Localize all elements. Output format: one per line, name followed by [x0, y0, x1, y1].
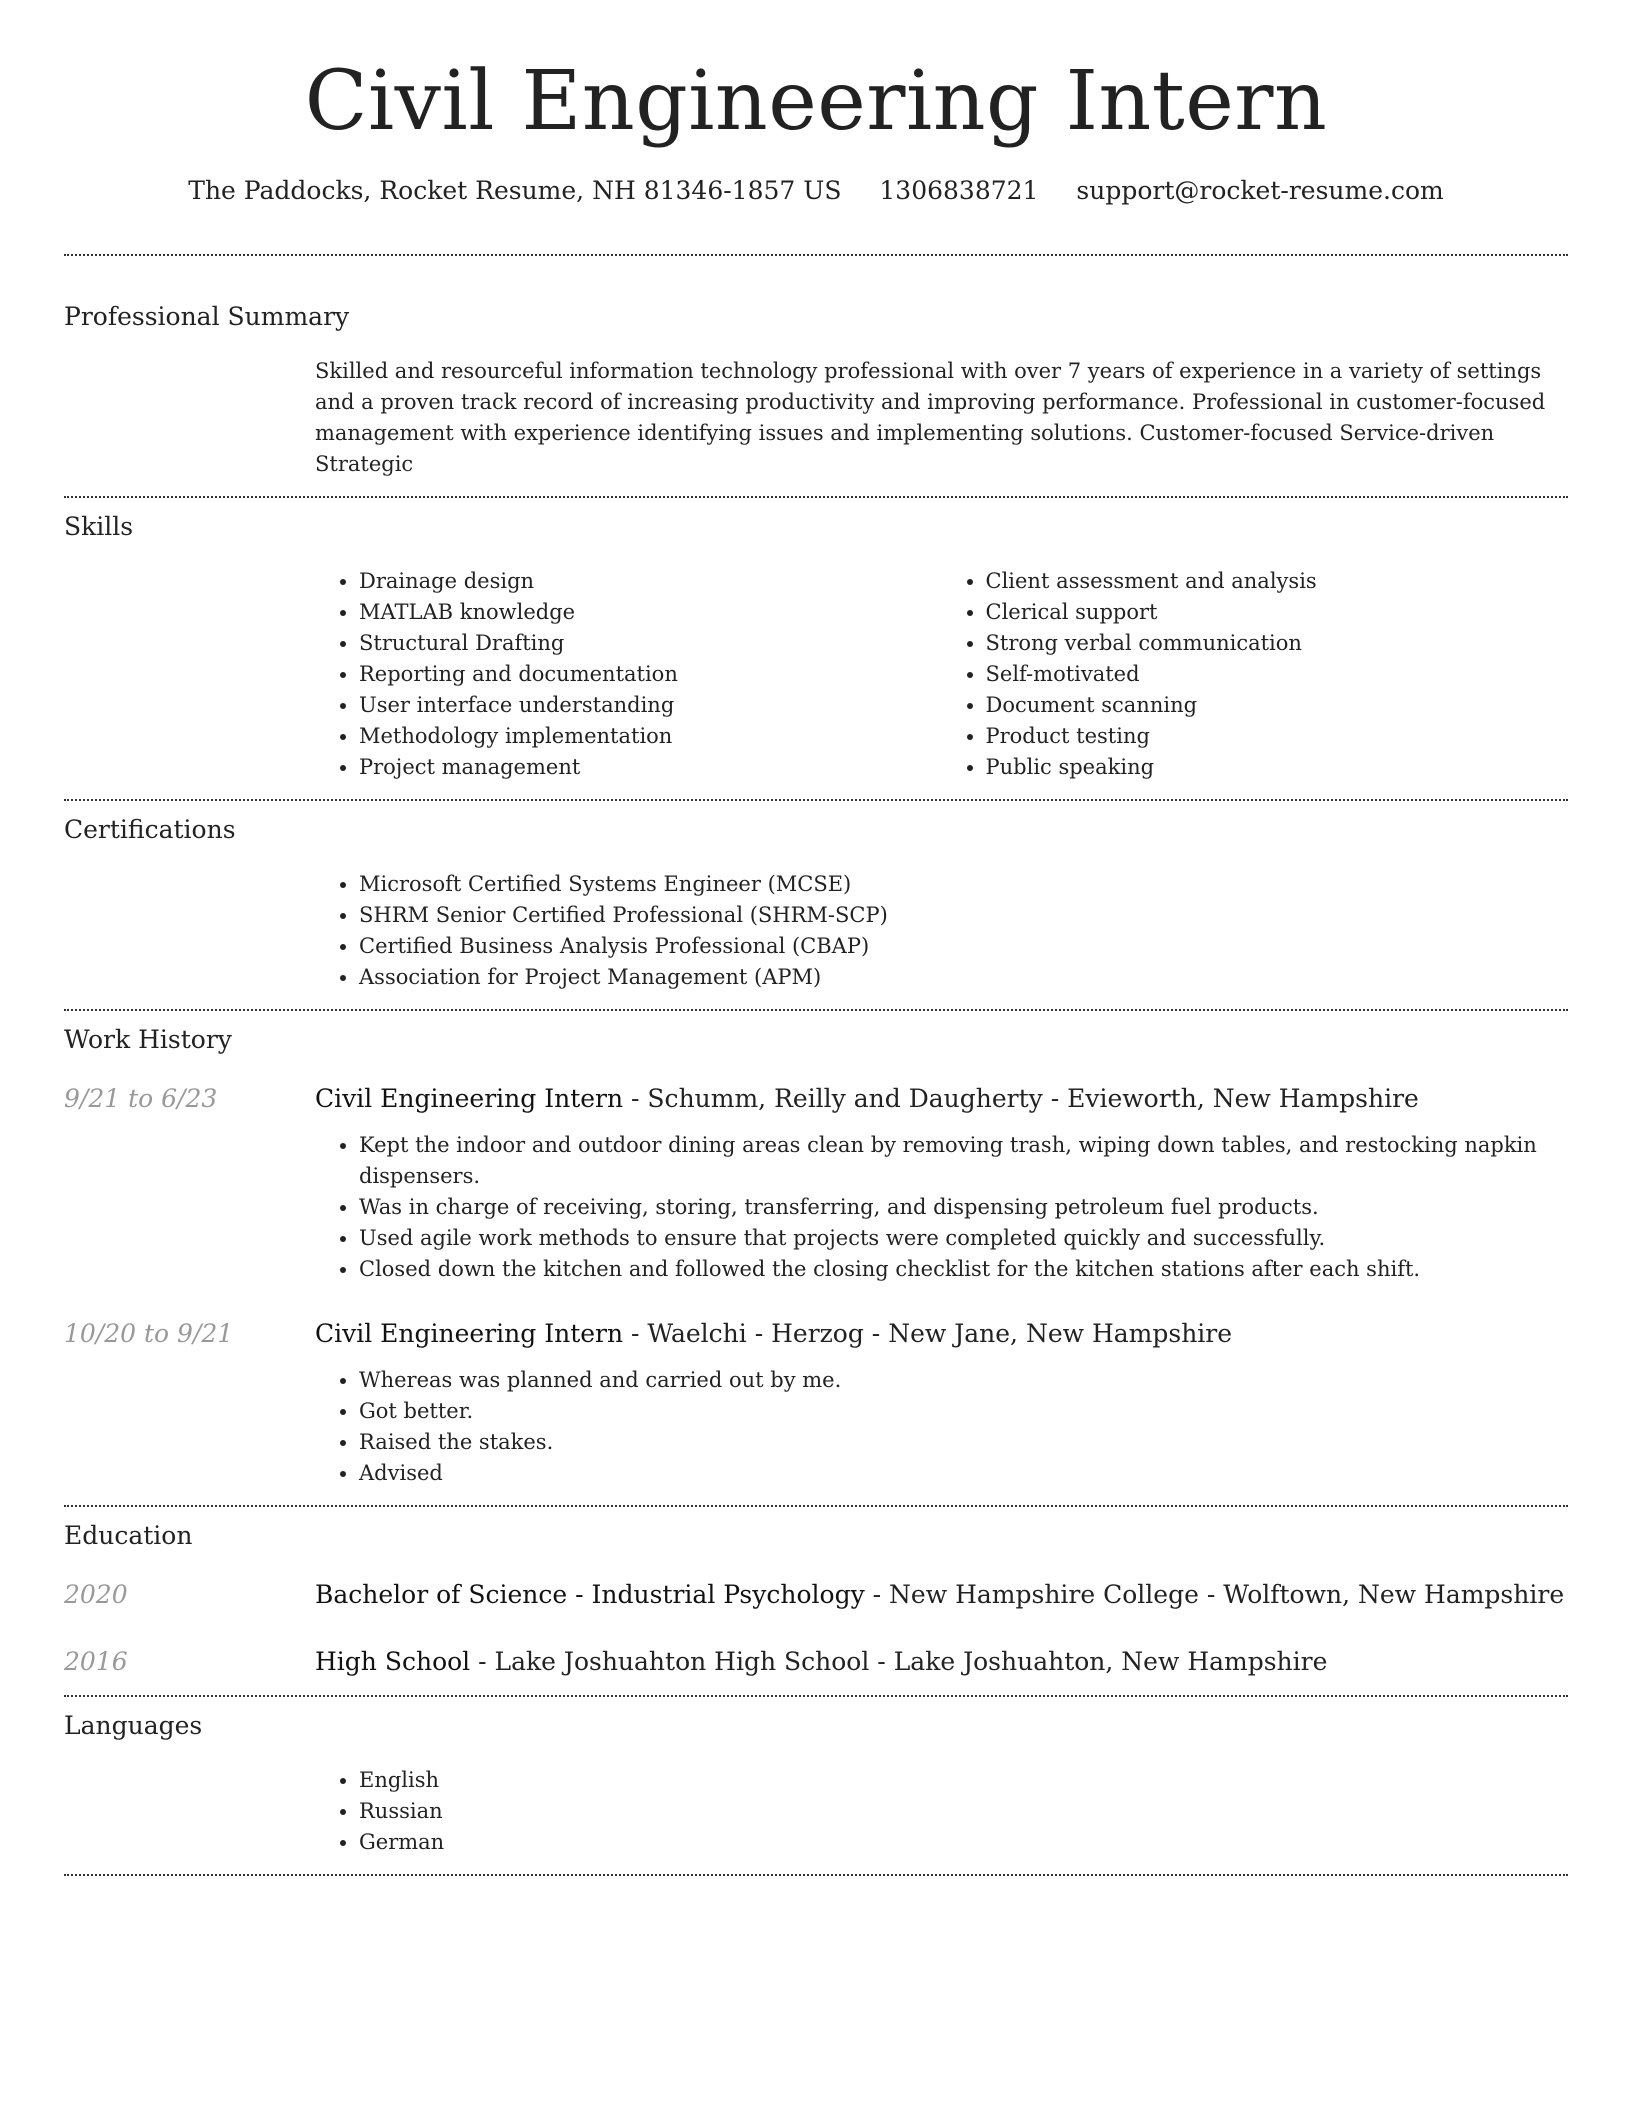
work-bullet: • Was in charge of receiving, storing, transferring, and dispensing petroleum fuel products.	[359, 1192, 1568, 1223]
languages-section	[64, 1697, 1568, 1874]
skill-item: • Drainage design	[359, 566, 942, 597]
work-role: Civil Engineering Intern	[315, 1084, 624, 1113]
work-history-section	[64, 1011, 1568, 1505]
resume-name: Civil Engineering Intern	[304, 54, 1328, 149]
skill-item: • Clerical support	[986, 597, 1569, 628]
skills-column-left	[315, 566, 942, 783]
certification-item: • SHRM Senior Certified Professional (SHRM-SCP)	[359, 900, 1568, 931]
skill-item: • Self-motivated	[986, 659, 1569, 690]
skill-item: • Methodology implementation	[359, 721, 942, 752]
certifications-section	[64, 801, 1568, 1009]
skill-item: • User interface understanding	[359, 690, 942, 721]
skill-item: • Document scanning	[986, 690, 1569, 721]
skills-list	[315, 566, 1568, 783]
contact-email: support@rocket-resume.com	[1076, 176, 1444, 205]
language-item: • English	[359, 1765, 1568, 1796]
section-title-skills: Skills	[64, 512, 134, 541]
work-employer: - Waelchi - Herzog - New Jane, New Hampshire	[623, 1319, 1233, 1348]
skill-item: • MATLAB knowledge	[359, 597, 942, 628]
education-school: - Lake Joshuahton High School - Lake Joshuahton, New Hampshire	[470, 1647, 1328, 1676]
work-bullet: • Closed down the kitchen and followed the closing checklist for the kitchen stations after each shift.	[359, 1254, 1568, 1285]
languages-list	[315, 1765, 1568, 1858]
education-year: 2016	[64, 1647, 128, 1676]
skills-column-right	[942, 566, 1569, 783]
section-title-certifications: Certifications	[64, 815, 236, 844]
work-bullet: • Got better.	[359, 1396, 1568, 1427]
education-year: 2020	[64, 1580, 128, 1609]
skill-item: • Strong verbal communication	[986, 628, 1569, 659]
contact-address: The Paddocks, Rocket Resume, NH 81346-1857 US	[188, 176, 842, 205]
work-heading	[315, 1082, 1568, 1116]
work-dates: 10/20 to 9/21	[64, 1319, 234, 1348]
contact-phone: 1306838721	[879, 176, 1039, 205]
work-bullet: • Kept the indoor and outdoor dining areas clean by removing trash, wiping down tables, and restocking napkin dispensers.	[359, 1130, 1568, 1192]
work-entry	[64, 1082, 1568, 1285]
section-title-work-history: Work History	[64, 1025, 232, 1054]
education-heading	[315, 1578, 1568, 1612]
skill-item: • Structural Drafting	[359, 628, 942, 659]
work-bullets	[315, 1130, 1568, 1285]
certification-item: • Association for Project Management (APM)	[359, 962, 1568, 993]
work-entry	[64, 1317, 1568, 1489]
summary-text: Skilled and resourceful information technology professional with over 7 years of experience in a variety of settings and a proven track record of increasing productivity and improving performance. Professional in customer-focused management with experience identifying issues and implementing solutions. Customer-focused Service-driven Strategic	[315, 359, 1546, 476]
education-entry	[64, 1645, 1568, 1679]
section-title-summary: Professional Summary	[64, 302, 350, 331]
certification-item: • Microsoft Certified Systems Engineer (MCSE)	[359, 869, 1568, 900]
skill-item: • Reporting and documentation	[359, 659, 942, 690]
work-dates: 9/21 to 6/23	[64, 1084, 218, 1113]
education-school: - New Hampshire College - Wolftown, New Hampshire	[864, 1580, 1565, 1609]
contact-line	[64, 174, 1568, 208]
education-heading	[315, 1645, 1568, 1679]
section-title-education: Education	[64, 1521, 193, 1550]
work-bullet: • Whereas was planned and carried out by me.	[359, 1365, 1568, 1396]
summary-section	[64, 256, 1568, 496]
divider	[64, 1874, 1568, 1876]
section-title-languages: Languages	[64, 1711, 203, 1740]
skill-item: • Project management	[359, 752, 942, 783]
education-degree: Bachelor of Science - Industrial Psychology	[315, 1580, 865, 1609]
education-degree: High School	[315, 1647, 471, 1676]
language-item: • German	[359, 1827, 1568, 1858]
work-heading	[315, 1317, 1568, 1351]
certifications-list	[315, 869, 1568, 993]
education-entry	[64, 1578, 1568, 1612]
work-employer: - Schumm, Reilly and Daugherty - Evieworth, New Hampshire	[623, 1084, 1419, 1113]
education-section	[64, 1507, 1568, 1695]
skills-section	[64, 498, 1568, 799]
work-bullet: • Used agile work methods to ensure that projects were completed quickly and successfully.	[359, 1223, 1568, 1254]
language-item: • Russian	[359, 1796, 1568, 1827]
skill-item: • Client assessment and analysis	[986, 566, 1569, 597]
skill-item: • Public speaking	[986, 752, 1569, 783]
work-role: Civil Engineering Intern	[315, 1319, 624, 1348]
work-bullet: • Advised	[359, 1458, 1568, 1489]
work-bullets	[315, 1365, 1568, 1489]
certification-item: • Certified Business Analysis Professional (CBAP)	[359, 931, 1568, 962]
skill-item: • Product testing	[986, 721, 1569, 752]
work-bullet: • Raised the stakes.	[359, 1427, 1568, 1458]
